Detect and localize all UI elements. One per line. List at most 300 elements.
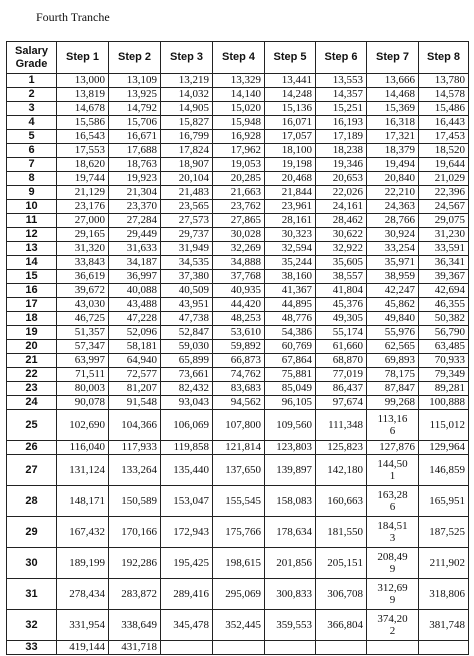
step-7-cell: 127,876 — [367, 441, 419, 455]
table-row — [7, 641, 469, 655]
step-3-cell: 20,104 — [161, 172, 213, 186]
table-row — [7, 256, 469, 270]
step-8-cell: 70,933 — [419, 354, 469, 368]
step-1-cell: 14,678 — [57, 102, 109, 116]
step-2-cell: 431,718 — [109, 641, 161, 655]
table-row — [7, 368, 469, 382]
step-4-cell: 83,683 — [213, 382, 265, 396]
step-6-cell: 17,189 — [316, 130, 367, 144]
step-1-cell: 27,000 — [57, 214, 109, 228]
step-4-cell: 21,663 — [213, 186, 265, 200]
step-5-cell: 109,560 — [265, 410, 316, 441]
step-7-cell: 14,468 — [367, 88, 419, 102]
salary-grade-cell: 13 — [7, 242, 57, 256]
step-3-cell: 16,799 — [161, 130, 213, 144]
step-7-cell: 22,210 — [367, 186, 419, 200]
step-7-cell — [367, 641, 419, 655]
step-7-cell: 13,666 — [367, 74, 419, 88]
step-3-cell: 73,661 — [161, 368, 213, 382]
table-row — [7, 88, 469, 102]
step-1-cell: 18,620 — [57, 158, 109, 172]
salary-grade-cell: 15 — [7, 270, 57, 284]
step-8-cell: 129,964 — [419, 441, 469, 455]
step-2-cell: 34,187 — [109, 256, 161, 270]
step-8-cell: 381,748 — [419, 610, 469, 641]
step-5-cell: 41,367 — [265, 284, 316, 298]
step-5-cell: 21,844 — [265, 186, 316, 200]
step-6-cell: 32,922 — [316, 242, 367, 256]
step-6-cell: 97,674 — [316, 396, 367, 410]
step-3-cell: 345,478 — [161, 610, 213, 641]
step-7-cell: 184,51 3 — [367, 517, 419, 548]
step-5-cell: 44,895 — [265, 298, 316, 312]
step-1-cell: 80,003 — [57, 382, 109, 396]
step-8-cell: 13,780 — [419, 74, 469, 88]
table-row — [7, 354, 469, 368]
step-6-cell: 14,357 — [316, 88, 367, 102]
step-4-cell: 13,329 — [213, 74, 265, 88]
step-3-cell: 289,416 — [161, 579, 213, 610]
step-6-cell: 38,557 — [316, 270, 367, 284]
salary-grade-cell: 25 — [7, 410, 57, 441]
step-2-cell: 52,096 — [109, 326, 161, 340]
step-8-cell: 211,902 — [419, 548, 469, 579]
column-header-step-5: Step 5 — [265, 42, 316, 74]
step-7-cell: 374,20 2 — [367, 610, 419, 641]
step-3-cell: 14,032 — [161, 88, 213, 102]
salary-grade-cell: 6 — [7, 144, 57, 158]
step-2-cell: 13,109 — [109, 74, 161, 88]
step-8-cell: 29,075 — [419, 214, 469, 228]
step-5-cell: 178,634 — [265, 517, 316, 548]
column-header-salary-grade: Salary Grade — [7, 42, 57, 74]
salary-grade-cell: 12 — [7, 228, 57, 242]
step-8-cell: 63,485 — [419, 340, 469, 354]
step-8-cell: 21,029 — [419, 172, 469, 186]
step-5-cell: 139,897 — [265, 455, 316, 486]
step-4-cell: 19,053 — [213, 158, 265, 172]
table-row — [7, 284, 469, 298]
step-1-cell: 63,997 — [57, 354, 109, 368]
step-6-cell: 205,151 — [316, 548, 367, 579]
table-row — [7, 326, 469, 340]
step-7-cell: 38,959 — [367, 270, 419, 284]
step-2-cell: 192,286 — [109, 548, 161, 579]
step-5-cell: 67,864 — [265, 354, 316, 368]
step-3-cell: 31,949 — [161, 242, 213, 256]
table-row — [7, 228, 469, 242]
step-2-cell: 47,228 — [109, 312, 161, 326]
step-6-cell: 160,663 — [316, 486, 367, 517]
step-8-cell: 146,859 — [419, 455, 469, 486]
step-5-cell: 19,198 — [265, 158, 316, 172]
step-3-cell: 18,907 — [161, 158, 213, 172]
salary-grade-cell: 5 — [7, 130, 57, 144]
step-7-cell: 99,268 — [367, 396, 419, 410]
column-header-step-3: Step 3 — [161, 42, 213, 74]
step-7-cell: 144,50 1 — [367, 455, 419, 486]
step-2-cell: 133,264 — [109, 455, 161, 486]
page-title: Fourth Tranche — [36, 10, 110, 24]
step-4-cell: 53,610 — [213, 326, 265, 340]
step-6-cell: 142,180 — [316, 455, 367, 486]
step-5-cell: 32,594 — [265, 242, 316, 256]
step-8-cell: 115,012 — [419, 410, 469, 441]
step-8-cell: 19,644 — [419, 158, 469, 172]
step-5-cell: 20,468 — [265, 172, 316, 186]
salary-grade-cell: 9 — [7, 186, 57, 200]
salary-grade-cell: 4 — [7, 116, 57, 130]
step-7-cell: 163,28 6 — [367, 486, 419, 517]
step-1-cell: 36,619 — [57, 270, 109, 284]
step-8-cell: 39,367 — [419, 270, 469, 284]
step-2-cell: 283,872 — [109, 579, 161, 610]
step-2-cell: 64,940 — [109, 354, 161, 368]
step-8-cell: 89,281 — [419, 382, 469, 396]
salary-grade-cell: 21 — [7, 354, 57, 368]
table-row — [7, 312, 469, 326]
step-8-cell: 24,567 — [419, 200, 469, 214]
step-2-cell: 18,763 — [109, 158, 161, 172]
step-4-cell: 23,762 — [213, 200, 265, 214]
step-8-cell: 318,806 — [419, 579, 469, 610]
step-2-cell: 91,548 — [109, 396, 161, 410]
step-3-cell: 40,509 — [161, 284, 213, 298]
step-3-cell: 59,030 — [161, 340, 213, 354]
step-5-cell: 30,323 — [265, 228, 316, 242]
step-3-cell: 15,827 — [161, 116, 213, 130]
table-row — [7, 298, 469, 312]
step-2-cell: 23,370 — [109, 200, 161, 214]
step-4-cell: 15,948 — [213, 116, 265, 130]
step-6-cell — [316, 641, 367, 655]
step-8-cell: 79,349 — [419, 368, 469, 382]
step-8-cell: 187,525 — [419, 517, 469, 548]
step-7-cell: 24,363 — [367, 200, 419, 214]
step-5-cell: 75,881 — [265, 368, 316, 382]
salary-grade-cell: 10 — [7, 200, 57, 214]
step-8-cell: 18,520 — [419, 144, 469, 158]
step-4-cell: 137,650 — [213, 455, 265, 486]
step-2-cell: 21,304 — [109, 186, 161, 200]
step-1-cell: 23,176 — [57, 200, 109, 214]
step-2-cell: 16,671 — [109, 130, 161, 144]
step-1-cell: 21,129 — [57, 186, 109, 200]
step-1-cell: 15,586 — [57, 116, 109, 130]
step-5-cell: 123,803 — [265, 441, 316, 455]
step-5-cell: 201,856 — [265, 548, 316, 579]
step-4-cell: 74,762 — [213, 368, 265, 382]
table-row — [7, 340, 469, 354]
step-6-cell: 35,605 — [316, 256, 367, 270]
step-1-cell: 13,819 — [57, 88, 109, 102]
step-6-cell: 77,019 — [316, 368, 367, 382]
step-7-cell: 19,494 — [367, 158, 419, 172]
step-2-cell: 40,088 — [109, 284, 161, 298]
step-6-cell: 55,174 — [316, 326, 367, 340]
salary-grade-cell: 19 — [7, 326, 57, 340]
step-3-cell: 106,069 — [161, 410, 213, 441]
step-2-cell: 104,366 — [109, 410, 161, 441]
table-row — [7, 517, 469, 548]
step-6-cell: 16,193 — [316, 116, 367, 130]
table-row — [7, 214, 469, 228]
salary-grade-cell: 32 — [7, 610, 57, 641]
step-4-cell: 59,892 — [213, 340, 265, 354]
step-2-cell: 17,688 — [109, 144, 161, 158]
step-7-cell: 15,369 — [367, 102, 419, 116]
step-2-cell: 72,577 — [109, 368, 161, 382]
step-3-cell: 17,824 — [161, 144, 213, 158]
step-8-cell: 46,355 — [419, 298, 469, 312]
column-header-step-7: Step 7 — [367, 42, 419, 74]
table-header-row — [7, 42, 469, 74]
step-2-cell: 36,997 — [109, 270, 161, 284]
step-6-cell: 125,823 — [316, 441, 367, 455]
salary-grade-cell: 20 — [7, 340, 57, 354]
step-2-cell: 338,649 — [109, 610, 161, 641]
table-row — [7, 242, 469, 256]
step-7-cell: 30,924 — [367, 228, 419, 242]
step-2-cell: 29,449 — [109, 228, 161, 242]
step-7-cell: 312,69 9 — [367, 579, 419, 610]
step-7-cell: 55,976 — [367, 326, 419, 340]
salary-grade-cell: 16 — [7, 284, 57, 298]
step-3-cell: 65,899 — [161, 354, 213, 368]
table-row — [7, 172, 469, 186]
salary-grade-cell: 23 — [7, 382, 57, 396]
salary-grade-cell: 24 — [7, 396, 57, 410]
step-6-cell: 41,804 — [316, 284, 367, 298]
step-4-cell: 94,562 — [213, 396, 265, 410]
step-1-cell: 102,690 — [57, 410, 109, 441]
step-1-cell: 116,040 — [57, 441, 109, 455]
table-row — [7, 116, 469, 130]
step-4-cell: 27,865 — [213, 214, 265, 228]
step-8-cell: 33,591 — [419, 242, 469, 256]
table-row — [7, 455, 469, 486]
step-3-cell: 14,905 — [161, 102, 213, 116]
step-5-cell: 300,833 — [265, 579, 316, 610]
step-6-cell: 30,622 — [316, 228, 367, 242]
table-row — [7, 186, 469, 200]
column-header-step-8: Step 8 — [419, 42, 469, 74]
table-row — [7, 144, 469, 158]
step-8-cell: 16,443 — [419, 116, 469, 130]
step-2-cell: 31,633 — [109, 242, 161, 256]
step-5-cell: 158,083 — [265, 486, 316, 517]
step-1-cell: 19,744 — [57, 172, 109, 186]
step-6-cell: 20,653 — [316, 172, 367, 186]
step-1-cell: 43,030 — [57, 298, 109, 312]
column-header-step-4: Step 4 — [213, 42, 265, 74]
step-5-cell: 54,386 — [265, 326, 316, 340]
step-7-cell: 45,862 — [367, 298, 419, 312]
step-1-cell: 39,672 — [57, 284, 109, 298]
step-7-cell: 18,379 — [367, 144, 419, 158]
step-3-cell — [161, 641, 213, 655]
step-7-cell: 17,321 — [367, 130, 419, 144]
table-row — [7, 158, 469, 172]
step-3-cell: 27,573 — [161, 214, 213, 228]
step-5-cell: 16,071 — [265, 116, 316, 130]
step-5-cell: 48,776 — [265, 312, 316, 326]
step-6-cell: 111,348 — [316, 410, 367, 441]
step-7-cell: 42,247 — [367, 284, 419, 298]
salary-grade-cell: 26 — [7, 441, 57, 455]
step-5-cell: 359,553 — [265, 610, 316, 641]
step-3-cell: 43,951 — [161, 298, 213, 312]
step-2-cell: 117,933 — [109, 441, 161, 455]
column-header-step-2: Step 2 — [109, 42, 161, 74]
step-4-cell: 40,935 — [213, 284, 265, 298]
step-7-cell: 69,893 — [367, 354, 419, 368]
step-2-cell: 58,181 — [109, 340, 161, 354]
salary-table — [6, 41, 469, 655]
step-8-cell: 56,790 — [419, 326, 469, 340]
salary-grade-cell: 2 — [7, 88, 57, 102]
step-1-cell: 90,078 — [57, 396, 109, 410]
step-7-cell: 113,16 6 — [367, 410, 419, 441]
step-3-cell: 195,425 — [161, 548, 213, 579]
table-row — [7, 579, 469, 610]
step-3-cell: 135,440 — [161, 455, 213, 486]
step-4-cell: 107,800 — [213, 410, 265, 441]
step-2-cell: 15,706 — [109, 116, 161, 130]
step-1-cell: 46,725 — [57, 312, 109, 326]
step-4-cell: 20,285 — [213, 172, 265, 186]
table-row — [7, 270, 469, 284]
step-5-cell: 60,769 — [265, 340, 316, 354]
step-2-cell: 43,488 — [109, 298, 161, 312]
step-6-cell: 49,305 — [316, 312, 367, 326]
step-8-cell: 100,888 — [419, 396, 469, 410]
step-7-cell: 35,971 — [367, 256, 419, 270]
step-1-cell: 419,144 — [57, 641, 109, 655]
step-6-cell: 28,462 — [316, 214, 367, 228]
step-1-cell: 31,320 — [57, 242, 109, 256]
step-1-cell: 189,199 — [57, 548, 109, 579]
table-row — [7, 74, 469, 88]
step-7-cell: 49,840 — [367, 312, 419, 326]
step-3-cell: 47,738 — [161, 312, 213, 326]
step-8-cell: 165,951 — [419, 486, 469, 517]
step-7-cell: 78,175 — [367, 368, 419, 382]
step-6-cell: 24,161 — [316, 200, 367, 214]
step-4-cell — [213, 641, 265, 655]
step-4-cell: 352,445 — [213, 610, 265, 641]
step-3-cell: 153,047 — [161, 486, 213, 517]
step-2-cell: 150,589 — [109, 486, 161, 517]
table-row — [7, 102, 469, 116]
step-8-cell: 42,694 — [419, 284, 469, 298]
step-5-cell: 35,244 — [265, 256, 316, 270]
salary-grade-cell: 8 — [7, 172, 57, 186]
step-4-cell: 121,814 — [213, 441, 265, 455]
salary-grade-cell: 27 — [7, 455, 57, 486]
step-2-cell: 13,925 — [109, 88, 161, 102]
step-1-cell: 148,171 — [57, 486, 109, 517]
table-row — [7, 382, 469, 396]
step-4-cell: 14,140 — [213, 88, 265, 102]
step-5-cell: 96,105 — [265, 396, 316, 410]
step-7-cell: 208,49 9 — [367, 548, 419, 579]
salary-grade-cell: 17 — [7, 298, 57, 312]
step-8-cell: 14,578 — [419, 88, 469, 102]
step-3-cell: 37,380 — [161, 270, 213, 284]
step-4-cell: 17,962 — [213, 144, 265, 158]
step-5-cell: 17,057 — [265, 130, 316, 144]
step-2-cell: 27,284 — [109, 214, 161, 228]
step-5-cell: 38,160 — [265, 270, 316, 284]
step-8-cell: 22,396 — [419, 186, 469, 200]
table-row — [7, 200, 469, 214]
table-row — [7, 441, 469, 455]
step-7-cell: 28,766 — [367, 214, 419, 228]
salary-grade-cell: 29 — [7, 517, 57, 548]
step-2-cell: 170,166 — [109, 517, 161, 548]
step-4-cell: 155,545 — [213, 486, 265, 517]
step-4-cell: 15,020 — [213, 102, 265, 116]
step-5-cell: 15,136 — [265, 102, 316, 116]
table-row — [7, 396, 469, 410]
column-header-step-6: Step 6 — [316, 42, 367, 74]
salary-grade-cell: 33 — [7, 641, 57, 655]
step-6-cell: 86,437 — [316, 382, 367, 396]
table-row — [7, 610, 469, 641]
step-4-cell: 175,766 — [213, 517, 265, 548]
salary-grade-cell: 3 — [7, 102, 57, 116]
step-8-cell — [419, 641, 469, 655]
step-7-cell: 62,565 — [367, 340, 419, 354]
step-5-cell — [265, 641, 316, 655]
step-2-cell: 14,792 — [109, 102, 161, 116]
step-4-cell: 66,873 — [213, 354, 265, 368]
step-4-cell: 48,253 — [213, 312, 265, 326]
step-5-cell: 18,100 — [265, 144, 316, 158]
step-6-cell: 366,804 — [316, 610, 367, 641]
step-2-cell: 81,207 — [109, 382, 161, 396]
step-1-cell: 29,165 — [57, 228, 109, 242]
step-6-cell: 13,553 — [316, 74, 367, 88]
column-header-step-1: Step 1 — [57, 42, 109, 74]
step-3-cell: 93,043 — [161, 396, 213, 410]
salary-grade-cell: 1 — [7, 74, 57, 88]
step-5-cell: 23,961 — [265, 200, 316, 214]
salary-grade-cell: 14 — [7, 256, 57, 270]
step-5-cell: 28,161 — [265, 214, 316, 228]
salary-grade-cell: 18 — [7, 312, 57, 326]
step-7-cell: 33,254 — [367, 242, 419, 256]
step-4-cell: 198,615 — [213, 548, 265, 579]
step-6-cell: 306,708 — [316, 579, 367, 610]
step-4-cell: 16,928 — [213, 130, 265, 144]
step-7-cell: 20,840 — [367, 172, 419, 186]
step-3-cell: 119,858 — [161, 441, 213, 455]
step-1-cell: 57,347 — [57, 340, 109, 354]
step-3-cell: 52,847 — [161, 326, 213, 340]
table-body — [7, 74, 469, 655]
step-2-cell: 19,923 — [109, 172, 161, 186]
step-4-cell: 32,269 — [213, 242, 265, 256]
step-3-cell: 13,219 — [161, 74, 213, 88]
step-1-cell: 278,434 — [57, 579, 109, 610]
step-1-cell: 167,432 — [57, 517, 109, 548]
step-5-cell: 13,441 — [265, 74, 316, 88]
step-1-cell: 71,511 — [57, 368, 109, 382]
step-3-cell: 29,737 — [161, 228, 213, 242]
salary-grade-cell: 28 — [7, 486, 57, 517]
